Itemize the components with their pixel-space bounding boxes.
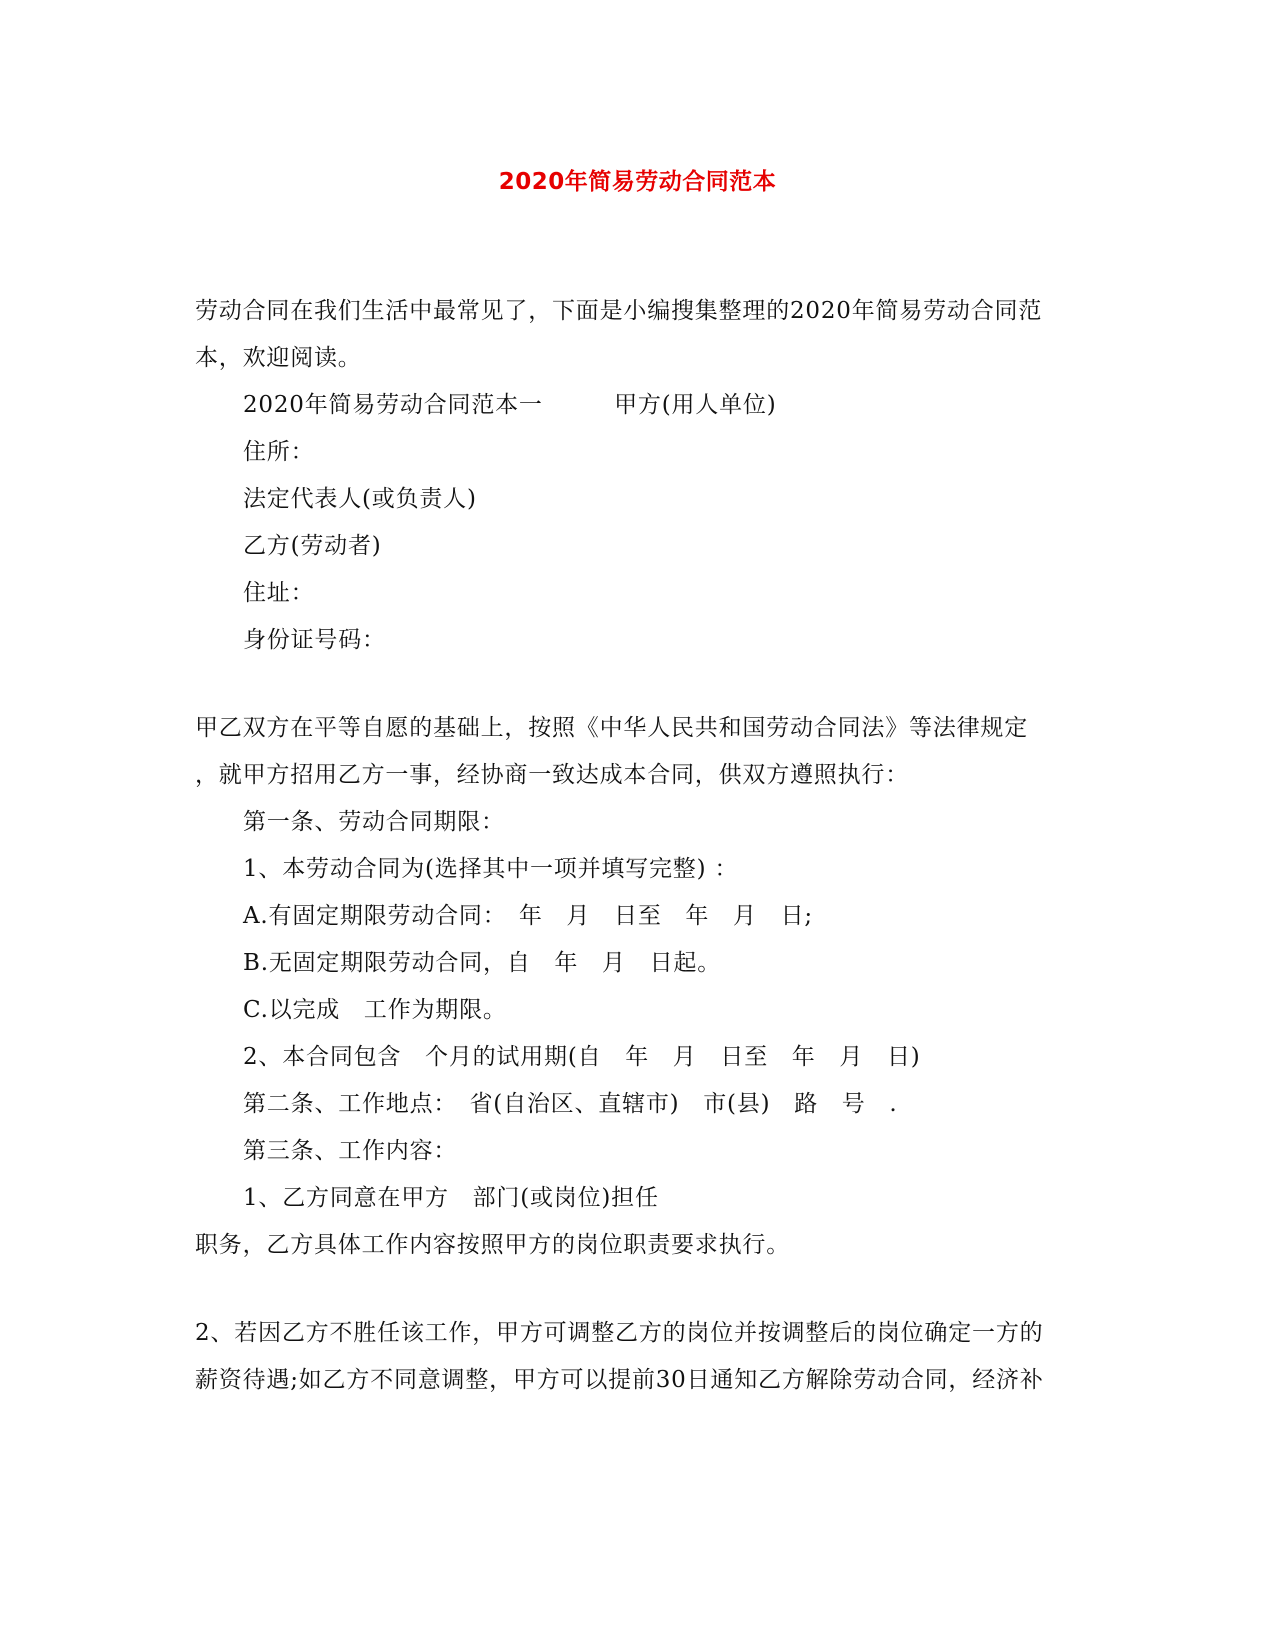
paragraph-line: C.以完成 工作为期限。 <box>243 997 507 1023</box>
paragraph-line: A.有固定期限劳动合同： 年 月 日至 年 月 日; <box>243 903 813 929</box>
paragraph-line: 本，欢迎阅读。 <box>195 345 362 371</box>
paragraph-line: 1、本劳动合同为(选择其中一项并填写完整) ： <box>243 856 739 882</box>
paragraph-line: 第一条、劳动合同期限： <box>243 809 505 835</box>
paragraph-line: 甲乙双方在平等自愿的基础上，按照《中华人民共和国劳动合同法》等法律规定 <box>195 715 1028 741</box>
paragraph-line: 乙方(劳动者) <box>243 533 382 559</box>
paragraph-line: 住所： <box>243 439 315 465</box>
document-title: 2020年简易劳动合同范本 <box>498 169 777 195</box>
paragraph-line: 劳动合同在我们生活中最常见了，下面是小编搜集整理的2020年简易劳动合同范 <box>195 298 1043 324</box>
paragraph-line: 住址： <box>243 580 315 606</box>
paragraph-line: 第三条、工作内容： <box>243 1138 458 1164</box>
paragraph-line: B.无固定期限劳动合同，自 年 月 日起。 <box>243 950 722 976</box>
paragraph-line: 2、本合同包含 个月的试用期(自 年 月 日至 年 月 日) <box>243 1044 921 1070</box>
paragraph-line: 第二条、工作地点： 省(自治区、直辖市) 市(县) 路 号 . <box>243 1091 898 1117</box>
paragraph-line: 薪资待遇;如乙方不同意调整，甲方可以提前30日通知乙方解除劳动合同，经济补 <box>195 1367 1044 1393</box>
paragraph-line: 职务，乙方具体工作内容按照甲方的岗位职责要求执行。 <box>195 1232 790 1258</box>
paragraph-line: 身份证号码： <box>243 627 386 653</box>
paragraph-line: 1、乙方同意在甲方 部门(或岗位)担任 <box>243 1185 659 1211</box>
paragraph-line: 2、若因乙方不胜任该工作，甲方可调整乙方的岗位并按调整后的岗位确定一方的 <box>195 1320 1044 1346</box>
paragraph-line: 2020年简易劳动合同范本一 甲方(用人单位) <box>243 392 777 418</box>
paragraph-line: ，就甲方招用乙方一事，经协商一致达成本合同，供双方遵照执行： <box>195 762 909 788</box>
paragraph-line: 法定代表人(或负责人) <box>243 486 477 512</box>
